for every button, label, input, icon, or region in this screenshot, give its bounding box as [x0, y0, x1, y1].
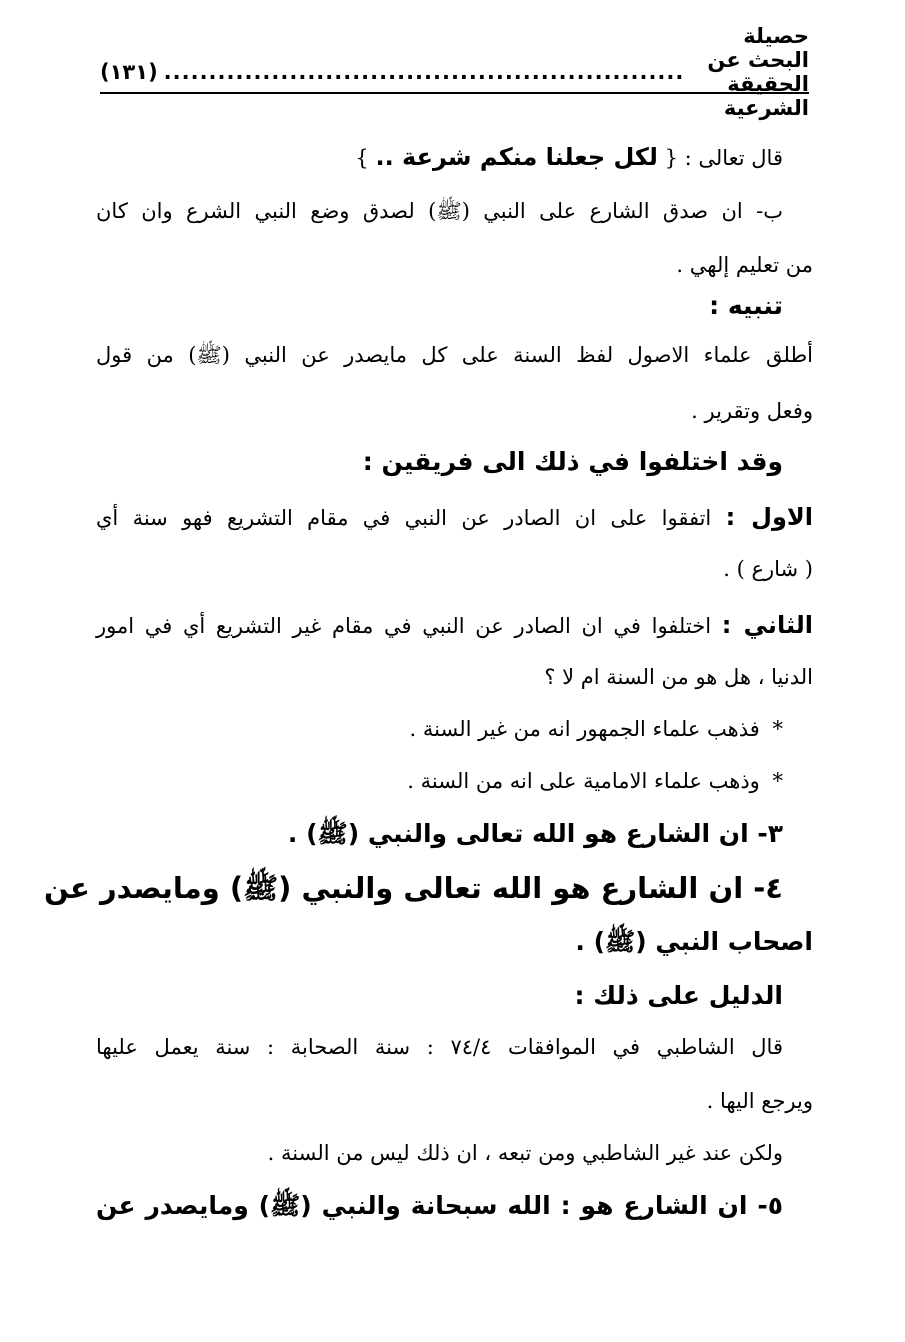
paragraph-line	[96, 610, 813, 641]
paragraph-line: الدنيا ، هل هو من السنة ام لا ؟	[544, 665, 813, 689]
section-heading: وقد اختلفوا في ذلك الى فريقين :	[362, 447, 783, 476]
verse-prefix: قال تعالى : {	[664, 146, 783, 170]
item-text: اتفقوا على ان الصادر عن النبي في مقام التشريع فهو سنة أي	[96, 506, 712, 530]
running-header	[100, 24, 809, 120]
section-heading: الدليل على ذلك :	[574, 981, 783, 1010]
verse-line	[355, 142, 783, 173]
header-left	[100, 60, 684, 84]
list-item-text: وذهب علماء الامامية على انه من السنة .	[407, 769, 760, 793]
numbered-heading: اصحاب النبي (ﷺ) .	[575, 927, 813, 956]
paragraph-line: ( شارع ) .	[723, 557, 813, 581]
numbered-heading: ٤- ان الشارع هو الله تعالى والنبي (ﷺ) ومايصدر عن	[43, 871, 783, 905]
section-heading: تنبيه :	[709, 291, 783, 320]
paragraph-line	[96, 502, 813, 533]
numbered-heading: ٣- ان الشارع هو الله تعالى والنبي (ﷺ) .	[287, 819, 783, 848]
paragraph-line: أطلق علماء الاصول لفظ السنة على كل مايصدر عن النبي (ﷺ) من قول	[96, 343, 813, 367]
paragraph-line: ويرجع اليها .	[706, 1089, 813, 1113]
verse-text: لكل جعلنا منكم شرعة ..	[375, 143, 658, 171]
bullet-icon: *	[772, 717, 783, 741]
list-item	[407, 768, 783, 795]
page-number: (١٣١)	[100, 60, 158, 84]
paragraph-line: ولكن عند غير الشاطبي ومن تبعه ، ان ذلك ليس من السنة .	[267, 1141, 783, 1165]
item-label: الثاني :	[721, 611, 813, 639]
item-text: اختلفوا في ان الصادر عن النبي في مقام غير التشريع أي في امور	[96, 614, 712, 638]
paragraph-line: من تعليم إلهي .	[676, 253, 813, 277]
header-title: حصيلة البحث عن الحقيقة الشرعية	[707, 24, 809, 120]
bullet-icon: *	[772, 769, 783, 793]
verse-suffix: }	[355, 146, 369, 170]
list-item-text: فذهب علماء الجمهور انه من غير السنة .	[409, 717, 760, 741]
numbered-heading: ٥- ان الشارع هو : الله سبحانة والنبي (ﷺ) ومايصدر عن	[96, 1191, 783, 1220]
list-item	[410, 716, 783, 743]
paragraph-line: ب- ان صدق الشارع على النبي (ﷺ) لصدق وضع النبي الشرع وان كان	[96, 199, 783, 223]
header-dots: ..........................................................	[163, 60, 685, 84]
paragraph-line: قال الشاطبي في الموافقات ٧٤/٤ : سنة الصحابة : سنة يعمل عليها	[96, 1035, 783, 1059]
paragraph-line: وفعل وتقرير .	[691, 399, 813, 423]
item-label: الاول :	[725, 503, 814, 531]
